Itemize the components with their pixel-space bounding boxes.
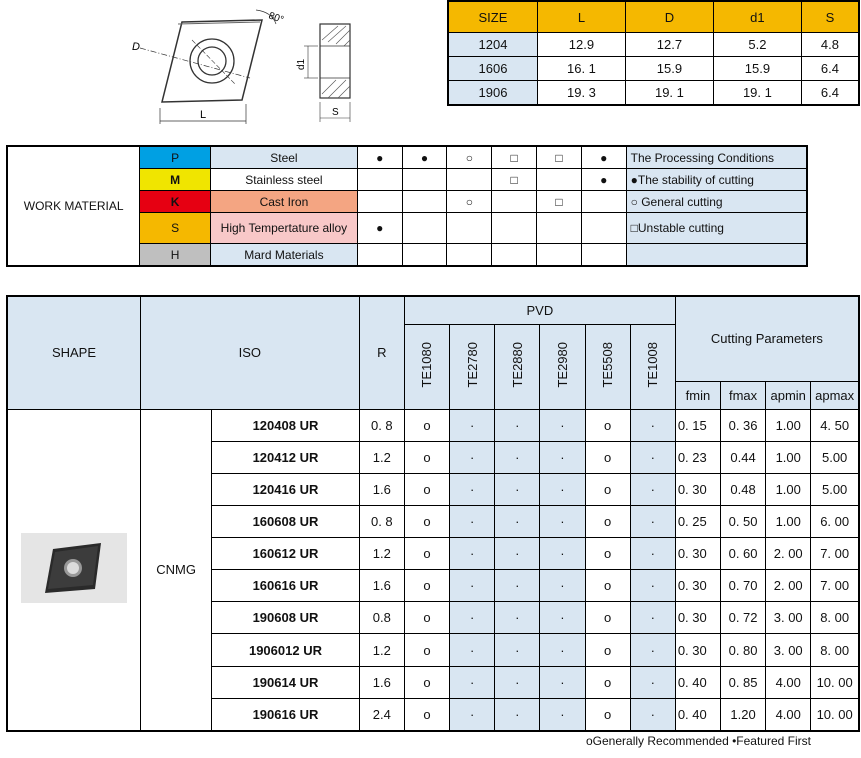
dim-cell: 6.4	[801, 81, 859, 106]
grade-mark: o	[585, 570, 630, 602]
radius-value: 2.4	[359, 698, 404, 731]
grade-mark: ·	[630, 409, 675, 441]
grade-mark: o	[404, 409, 449, 441]
suitability-mark	[537, 213, 582, 244]
dim-cell: 6.4	[801, 57, 859, 81]
grade-mark: ·	[630, 570, 675, 602]
dim-cell: 5.2	[713, 33, 801, 57]
condition-legend-item: ●The stability of cutting	[626, 169, 807, 191]
r-header: R	[359, 296, 404, 409]
param-value: 2. 00	[766, 538, 811, 570]
grade-mark: o	[404, 698, 449, 731]
condition-legend-empty	[626, 244, 807, 267]
grade-mark: ·	[450, 666, 495, 698]
param-value: 3. 00	[766, 602, 811, 634]
iso-code: 120408 UR	[212, 409, 360, 441]
param-value: 0.48	[720, 473, 765, 505]
suitability-mark	[357, 191, 402, 213]
suitability-mark	[581, 213, 626, 244]
product-table	[6, 295, 860, 732]
material-name: Mard Materials	[210, 244, 357, 267]
suitability-mark: □	[492, 146, 537, 169]
size-row	[448, 81, 859, 106]
grade-header	[404, 324, 449, 409]
grade-mark: ·	[495, 505, 540, 537]
param-value: 0. 85	[720, 666, 765, 698]
material-code-m: M	[140, 169, 211, 191]
condition-legend-item: ○ General cutting	[626, 191, 807, 213]
grade-label: TE2880	[509, 342, 525, 388]
legend-note: oGenerally Recommended •Featured First	[586, 734, 811, 748]
material-name: Steel	[210, 146, 357, 169]
dim-cell: 15.9	[625, 57, 713, 81]
suitability-mark	[492, 213, 537, 244]
material-name: High Tempertature alloy	[210, 213, 357, 244]
grade-mark: ·	[495, 570, 540, 602]
size-header-cell: S	[801, 1, 859, 33]
size-cell: 1606	[448, 57, 537, 81]
param-value: 7. 00	[811, 538, 859, 570]
material-code-k: K	[140, 191, 211, 213]
grade-mark: o	[404, 538, 449, 570]
grade-mark: o	[585, 602, 630, 634]
param-value: 5.00	[811, 441, 859, 473]
grade-mark: ·	[540, 666, 585, 698]
param-value: 8. 00	[811, 602, 859, 634]
iso-code: 1906012 UR	[212, 634, 360, 666]
suitability-mark	[357, 244, 402, 267]
cutting-parameters-header: Cutting Parameters	[675, 296, 859, 381]
grade-mark: o	[585, 538, 630, 570]
param-value: 0. 60	[720, 538, 765, 570]
grade-mark: ·	[540, 473, 585, 505]
grade-header	[540, 324, 585, 409]
param-value: 0. 30	[675, 634, 720, 666]
grade-mark: ·	[630, 602, 675, 634]
suitability-mark	[447, 244, 492, 267]
grade-mark: o	[585, 441, 630, 473]
main-header-row	[7, 296, 859, 324]
param-header: apmin	[766, 381, 811, 409]
grade-mark: o	[404, 505, 449, 537]
grade-mark: ·	[495, 698, 540, 731]
suitability-mark	[447, 169, 492, 191]
grade-mark: ·	[450, 698, 495, 731]
grade-label: TE1008	[645, 342, 661, 388]
suitability-mark	[537, 169, 582, 191]
suitability-mark	[402, 213, 447, 244]
material-name: Stainless steel	[210, 169, 357, 191]
radius-value: 1.6	[359, 666, 404, 698]
param-value: 1.00	[766, 409, 811, 441]
param-value: 1.20	[720, 698, 765, 731]
suitability-mark	[402, 169, 447, 191]
material-name: Cast Iron	[210, 191, 357, 213]
grade-mark: ·	[450, 570, 495, 602]
suitability-mark: □	[537, 146, 582, 169]
param-value: 3. 00	[766, 634, 811, 666]
suitability-mark: ●	[357, 213, 402, 244]
param-value: 0. 40	[675, 666, 720, 698]
param-value: 1.00	[766, 441, 811, 473]
grade-header	[495, 324, 540, 409]
grade-mark: ·	[540, 634, 585, 666]
grade-label: TE5508	[600, 342, 616, 388]
suitability-mark: ●	[581, 169, 626, 191]
grade-mark: ·	[630, 505, 675, 537]
suitability-mark	[402, 244, 447, 267]
material-code-s: S	[140, 213, 211, 244]
grade-mark: o	[585, 698, 630, 731]
dim-cell: 19. 1	[625, 81, 713, 106]
param-value: 4.00	[766, 698, 811, 731]
radius-value: 0. 8	[359, 409, 404, 441]
condition-legend-item: □Unstable cutting	[626, 213, 807, 244]
param-header: fmax	[720, 381, 765, 409]
dim-cell: 4.8	[801, 33, 859, 57]
grade-mark: ·	[495, 634, 540, 666]
radius-value: 0. 8	[359, 505, 404, 537]
grade-mark: ·	[630, 666, 675, 698]
iso-code: 190608 UR	[212, 602, 360, 634]
suitability-mark	[492, 244, 537, 267]
param-value: 0. 30	[675, 602, 720, 634]
suitability-mark	[492, 191, 537, 213]
dim-cell: 12.9	[537, 33, 625, 57]
grade-mark: ·	[540, 505, 585, 537]
param-value: 0. 36	[720, 409, 765, 441]
suitability-mark: ○	[447, 191, 492, 213]
grade-mark: o	[585, 634, 630, 666]
grade-mark: ·	[630, 634, 675, 666]
grade-mark: o	[404, 473, 449, 505]
grade-mark: o	[404, 666, 449, 698]
radius-value: 1.6	[359, 473, 404, 505]
param-value: 0. 50	[720, 505, 765, 537]
grade-mark: o	[404, 634, 449, 666]
dim-cell: 15.9	[713, 57, 801, 81]
param-value: 0. 30	[675, 570, 720, 602]
param-header: fmin	[675, 381, 720, 409]
size-cell: 1906	[448, 81, 537, 106]
grade-header	[585, 324, 630, 409]
dim-label-s: S	[332, 107, 339, 118]
grade-label: TE1080	[419, 342, 435, 388]
shape-header: SHAPE	[7, 296, 140, 409]
radius-value: 1.2	[359, 538, 404, 570]
grade-mark: ·	[630, 538, 675, 570]
radius-value: 1.6	[359, 570, 404, 602]
grade-mark: ·	[495, 473, 540, 505]
grade-header	[450, 324, 495, 409]
insert-shape-image	[7, 409, 140, 731]
param-value: 0. 25	[675, 505, 720, 537]
param-value: 0. 23	[675, 441, 720, 473]
insert-technical-drawing	[100, 0, 370, 128]
work-material-title: WORK MATERIAL	[7, 146, 140, 266]
iso-code: 190614 UR	[212, 666, 360, 698]
size-row	[448, 57, 859, 81]
param-value: 0. 30	[675, 473, 720, 505]
suitability-mark: ○	[447, 146, 492, 169]
grade-mark: ·	[540, 570, 585, 602]
suitability-mark: ●	[581, 146, 626, 169]
grade-mark: ·	[540, 602, 585, 634]
grade-mark: ·	[630, 473, 675, 505]
param-value: 0. 40	[675, 698, 720, 731]
param-value: 10. 00	[811, 698, 859, 731]
param-value: 0. 30	[675, 538, 720, 570]
iso-code: 120416 UR	[212, 473, 360, 505]
grade-mark: ·	[450, 409, 495, 441]
grade-mark: ·	[540, 441, 585, 473]
radius-value: 0.8	[359, 602, 404, 634]
param-value: 6. 00	[811, 505, 859, 537]
size-table	[447, 0, 860, 106]
grade-mark: ·	[630, 698, 675, 731]
size-header-cell: L	[537, 1, 625, 33]
iso-code: 120412 UR	[212, 441, 360, 473]
suitability-mark	[402, 191, 447, 213]
grade-mark: ·	[450, 473, 495, 505]
suitability-mark	[357, 169, 402, 191]
grade-label: TE2980	[554, 342, 570, 388]
size-header-cell: d1	[713, 1, 801, 33]
iso-family: CNMG	[140, 409, 211, 731]
grade-mark: o	[585, 473, 630, 505]
suitability-mark	[447, 213, 492, 244]
grade-mark: o	[585, 666, 630, 698]
param-value: 4. 50	[811, 409, 859, 441]
radius-value: 1.2	[359, 441, 404, 473]
suitability-mark	[581, 244, 626, 267]
dim-label-d1: d1	[296, 58, 307, 70]
size-header-row	[448, 1, 859, 33]
dim-cell: 16. 1	[537, 57, 625, 81]
grade-mark: o	[404, 570, 449, 602]
grade-mark: ·	[495, 409, 540, 441]
material-code-p: P	[140, 146, 211, 169]
param-value: 0. 72	[720, 602, 765, 634]
grade-mark: ·	[450, 634, 495, 666]
param-value: 0. 70	[720, 570, 765, 602]
grade-mark: o	[585, 505, 630, 537]
grade-mark: o	[404, 441, 449, 473]
param-value: 4.00	[766, 666, 811, 698]
size-cell: 1204	[448, 33, 537, 57]
size-header-cell: D	[625, 1, 713, 33]
param-value: 1.00	[766, 505, 811, 537]
suitability-mark: □	[537, 191, 582, 213]
grade-mark: ·	[450, 538, 495, 570]
dim-label-angle: 80°	[266, 10, 285, 26]
grade-mark: ·	[495, 441, 540, 473]
work-material-table	[6, 145, 808, 267]
grade-mark: ·	[540, 409, 585, 441]
grade-mark: ·	[495, 538, 540, 570]
dim-cell: 19. 1	[713, 81, 801, 106]
grade-mark: o	[585, 409, 630, 441]
param-value: 2. 00	[766, 570, 811, 602]
grade-mark: ·	[540, 538, 585, 570]
param-value: 10. 00	[811, 666, 859, 698]
grade-mark: ·	[450, 505, 495, 537]
dim-label-d: D	[132, 41, 140, 53]
grade-mark: ·	[495, 602, 540, 634]
param-value: 0. 15	[675, 409, 720, 441]
radius-value: 1.2	[359, 634, 404, 666]
grade-mark: ·	[540, 698, 585, 731]
pvd-header: PVD	[404, 296, 675, 324]
suitability-mark: ●	[357, 146, 402, 169]
suitability-mark: □	[492, 169, 537, 191]
work-material-row	[7, 146, 807, 169]
grade-mark: ·	[630, 441, 675, 473]
suitability-mark	[581, 191, 626, 213]
param-value: 1.00	[766, 473, 811, 505]
iso-code: 190616 UR	[212, 698, 360, 731]
grade-header	[630, 324, 675, 409]
material-code-h: H	[140, 244, 211, 267]
dim-cell: 12.7	[625, 33, 713, 57]
param-header: apmax	[811, 381, 859, 409]
condition-legend-item: The Processing Conditions	[626, 146, 807, 169]
iso-code: 160616 UR	[212, 570, 360, 602]
dim-cell: 19. 3	[537, 81, 625, 106]
iso-code: 160612 UR	[212, 538, 360, 570]
grade-mark: ·	[495, 666, 540, 698]
iso-code: 160608 UR	[212, 505, 360, 537]
grade-mark: o	[404, 602, 449, 634]
suitability-mark: ●	[402, 146, 447, 169]
iso-header: ISO	[140, 296, 359, 409]
size-row	[448, 33, 859, 57]
table-row	[7, 409, 859, 441]
size-header-cell: SIZE	[448, 1, 537, 33]
grade-mark: ·	[450, 602, 495, 634]
param-value: 0.44	[720, 441, 765, 473]
param-value: 5.00	[811, 473, 859, 505]
suitability-mark	[537, 244, 582, 267]
grade-mark: ·	[450, 441, 495, 473]
param-value: 7. 00	[811, 570, 859, 602]
param-value: 0. 80	[720, 634, 765, 666]
param-value: 8. 00	[811, 634, 859, 666]
grade-label: TE2780	[464, 342, 480, 388]
dim-label-l: L	[200, 109, 207, 121]
